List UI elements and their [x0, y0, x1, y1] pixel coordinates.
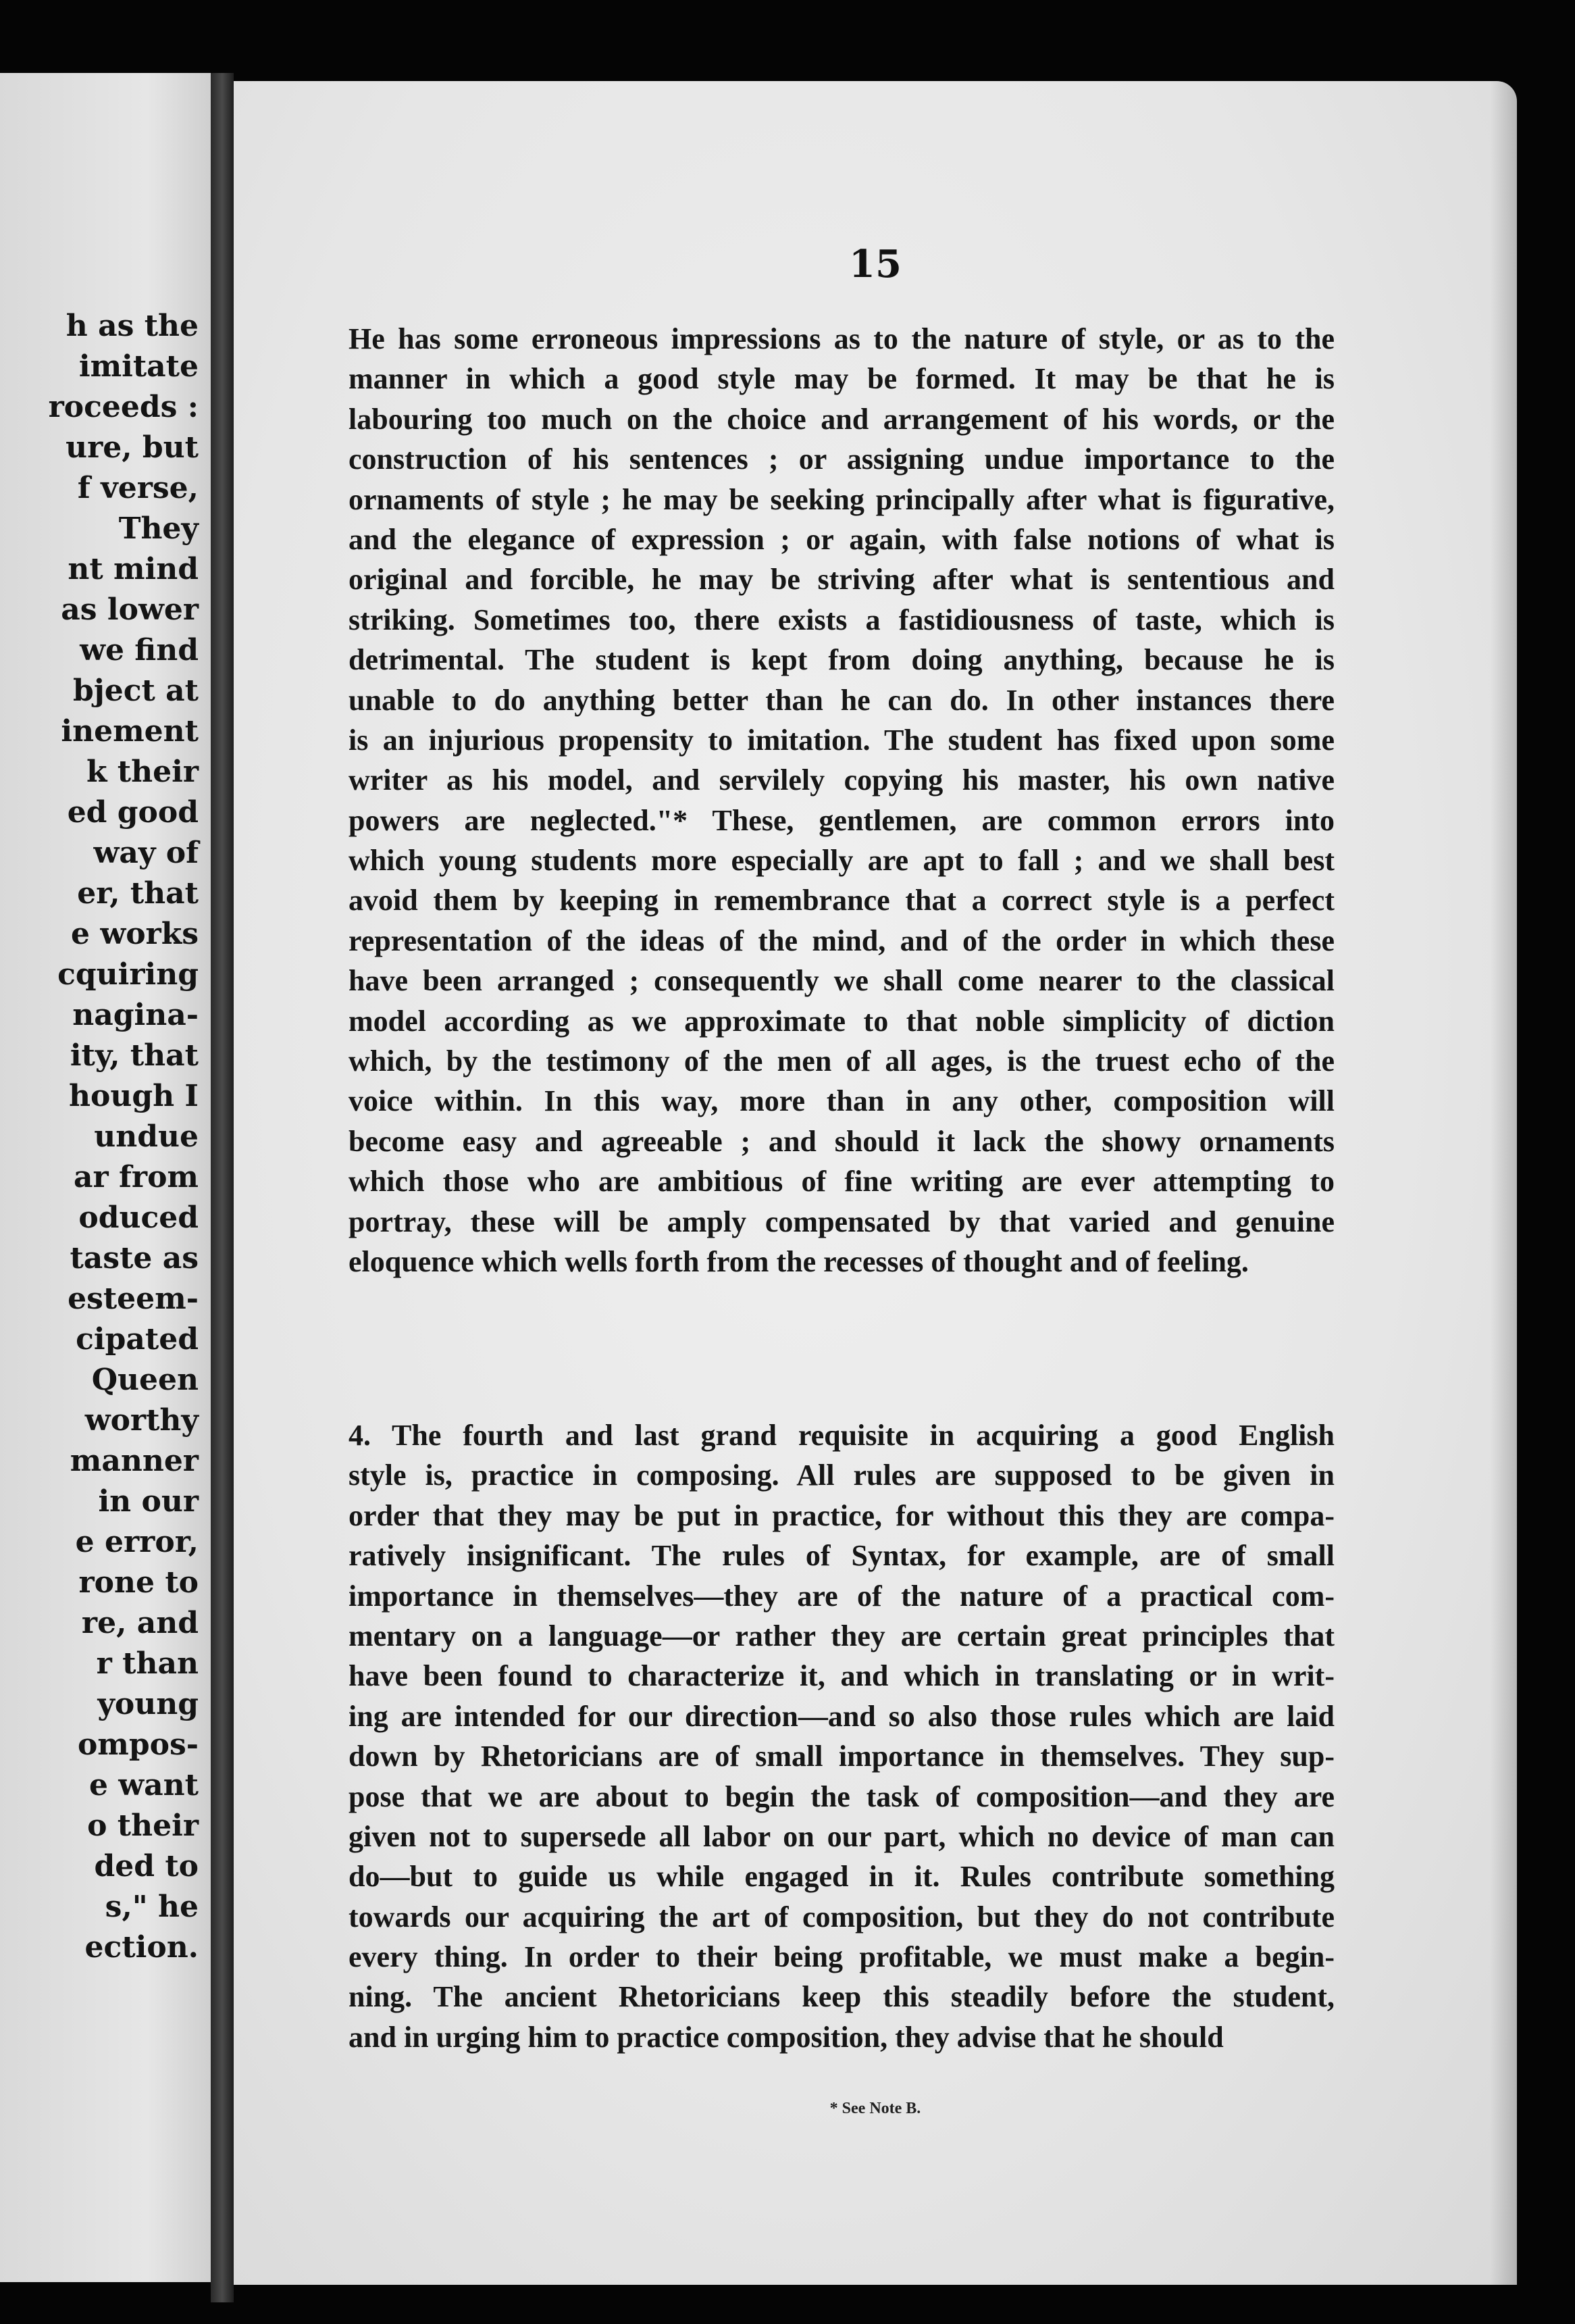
paragraph-1-line: portray, these will be amply compensated by that varied and genuine	[348, 1205, 1335, 1238]
paragraph-2-line: pose that we are about to begin the task of composition—and they are	[348, 1779, 1335, 1813]
paragraph-practice-in-composing	[348, 1415, 1335, 2057]
page-15	[234, 81, 1517, 2285]
facing-page-line-end: oduced	[78, 1201, 199, 1235]
facing-page-line-end: hough I	[69, 1079, 199, 1113]
paragraph-2-line: 4. The fourth and last grand requisite in acquiring a good English	[348, 1419, 1335, 1452]
paragraph-1-line: He has some erroneous impressions as to the nature of style, or as to the	[348, 322, 1335, 355]
paragraph-2-line: style is, practice in composing. All rules are supposed to be given in	[348, 1459, 1335, 1492]
paragraph-2-line: have been found to characterize it, and which in translating or in writ-	[348, 1659, 1335, 1693]
paragraph-1-line: which those who are ambitious of fine writing are ever attempting to	[348, 1165, 1335, 1198]
paragraph-2-line: ratively insignificant. The rules of Syntax, for example, are of small	[348, 1539, 1335, 1573]
facing-page-line-end: h as the	[66, 309, 199, 343]
facing-page-line-end: ure, but	[66, 430, 199, 465]
paragraph-2-line: ning. The ancient Rhetoricians keep this steadily before the student,	[348, 1980, 1335, 2014]
facing-page-line-end: k their	[86, 755, 199, 789]
paragraph-1-line: model according as we approximate to that noble simplicity of diction	[348, 1004, 1335, 1038]
paragraph-1-line: detrimental. The student is kept from doing anything, because he is	[348, 643, 1335, 677]
facing-page-line-end: cipated	[76, 1322, 199, 1357]
facing-page-line-end: ded to	[94, 1849, 199, 1884]
facing-page-line-end: r than	[96, 1646, 199, 1681]
facing-page-line-end: rone to	[78, 1565, 199, 1600]
facing-page-line-end: ar from	[73, 1160, 199, 1194]
facing-page-line-end: ity, that	[70, 1038, 199, 1073]
paragraph-2-line: every thing. In order to their being profitable, we must make a begin-	[348, 1940, 1335, 1974]
facing-page-line-end: undue	[94, 1119, 199, 1154]
facing-page-line-end: e want	[88, 1768, 199, 1802]
paragraph-1-line: which, by the testimony of the men of all ages, is the truest echo of the	[348, 1044, 1335, 1078]
paragraph-1-line: writer as his model, and servilely copying his master, his own native	[348, 763, 1335, 797]
facing-page-line-end: e error,	[75, 1525, 199, 1559]
book-gutter	[211, 73, 234, 2302]
facing-page-line-end: roceeds :	[48, 390, 199, 424]
facing-page-line-end: o their	[87, 1809, 199, 1843]
paragraph-2-line: towards our acquiring the art of composition, but they do not contribute	[348, 1900, 1335, 1934]
facing-page-line-end: re, and	[81, 1606, 199, 1640]
paragraph-2-line: ing are intended for our direction—and so also those rules which are laid	[348, 1699, 1335, 1733]
paragraph-1-line: powers are neglected."* These, gentlemen, are common errors into	[348, 803, 1335, 837]
paragraph-1-line: labouring too much on the choice and arrangement of his words, or the	[348, 402, 1335, 436]
paragraph-1-line: have been arranged ; consequently we shall come nearer to the classical	[348, 964, 1335, 998]
facing-page-line-end: inement	[61, 714, 199, 749]
facing-page-line-end: ection.	[84, 1930, 199, 1965]
paragraph-2-line: and in urging him to practice composition, they advise that he should	[348, 2020, 1224, 2054]
facing-page-line-end: f verse,	[77, 471, 199, 505]
paragraph-1-line: original and forcible, he may be striving after what is sententious and	[348, 563, 1335, 597]
paragraph-2-line: importance in themselves—they are of the nature of a practical com-	[348, 1579, 1335, 1613]
facing-page-line-ends	[0, 306, 199, 1968]
footnote: * See Note B.	[829, 2100, 921, 2117]
paragraph-1-line: ornaments of style ; he may be seeking principally after what is figurative,	[348, 482, 1335, 516]
facing-page-line-end: as lower	[61, 592, 199, 627]
facing-page-line-end: worthy	[84, 1403, 199, 1438]
facing-page-line-end: bject at	[73, 674, 199, 708]
facing-page-left	[0, 73, 211, 2282]
paragraph-1-line: become easy and agreeable ; and should it lack the showy ornaments	[348, 1124, 1335, 1158]
facing-page-line-end: manner	[70, 1444, 199, 1478]
facing-page-line-end: taste as	[70, 1241, 199, 1275]
facing-page-line-end: ed good	[67, 795, 199, 830]
facing-page-line-end: Queen	[91, 1363, 199, 1397]
paragraph-2-line: given not to supersede all labor on our part, which no device of man can	[348, 1819, 1335, 1853]
facing-page-line-end: imitate	[78, 349, 199, 384]
page-number: 15	[849, 242, 902, 286]
facing-page-line-end: esteem-	[68, 1282, 199, 1316]
paragraph-1-line: which young students more especially are apt to fall ; and we shall best	[348, 844, 1335, 878]
paragraph-1-line: representation of the ideas of the mind, and of the order in which these	[348, 924, 1335, 957]
paragraph-2-line: mentary on a language—or rather they are certain great principles that	[348, 1619, 1335, 1652]
facing-page-line-end: way of	[93, 836, 199, 870]
facing-page-line-end: we find	[80, 633, 199, 667]
facing-page-line-end: young	[97, 1687, 199, 1721]
paragraph-errors-of-style	[348, 319, 1335, 1282]
paragraph-2-line: order that they may be put in practice, for without this they are compa-	[348, 1498, 1335, 1532]
paragraph-1-line: construction of his sentences ; or assigning undue importance to the	[348, 443, 1335, 476]
paragraph-1-line: avoid them by keeping in remembrance that a correct style is a perfect	[348, 884, 1335, 917]
facing-page-line-end: in our	[98, 1484, 199, 1519]
facing-page-line-end: s," he	[105, 1890, 199, 1924]
paragraph-1-line: and the elegance of expression ; or again, with false notions of what is	[348, 522, 1335, 556]
paragraph-1-line: unable to do anything better than he can do. In other instances there	[348, 683, 1335, 717]
facing-page-line-end: ompos-	[77, 1727, 199, 1762]
paragraph-1-line: striking. Sometimes too, there exists a fastidiousness of taste, which is	[348, 603, 1335, 636]
facing-page-line-end: nagina-	[72, 998, 199, 1032]
paragraph-2-line: down by Rhetoricians are of small importance in themselves. They sup-	[348, 1740, 1335, 1773]
paragraph-1-line: eloquence which wells forth from the recesses of thought and of feeling.	[348, 1244, 1249, 1278]
facing-page-line-end: cquiring	[57, 957, 199, 992]
facing-page-line-end: nt mind	[68, 552, 199, 586]
paragraph-1-line: manner in which a good style may be formed. It may be that he is	[348, 362, 1335, 396]
facing-page-line-end: er, that	[77, 876, 199, 911]
paragraph-1-line: is an injurious propensity to imitation. The student has fixed upon some	[348, 723, 1335, 757]
facing-page-line-end: e works	[71, 917, 199, 951]
facing-page-line-end: They	[118, 511, 199, 546]
paragraph-2-line: do—but to guide us while engaged in it. Rules contribute something	[348, 1860, 1335, 1894]
paragraph-1-line: voice within. In this way, more than in any other, composition will	[348, 1084, 1335, 1118]
